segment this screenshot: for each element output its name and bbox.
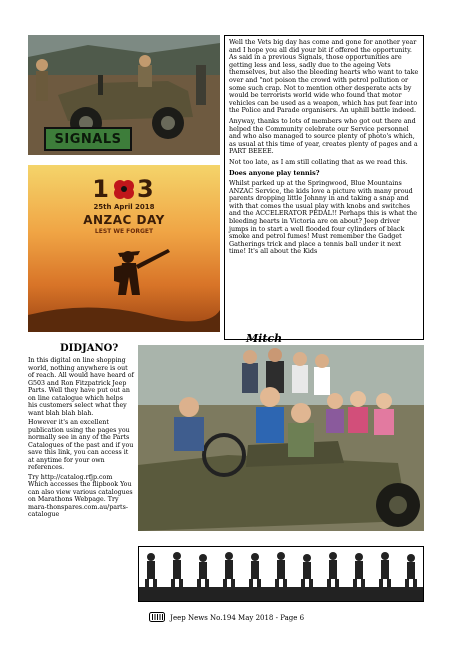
anzac-title: ANZAC DAY <box>83 213 165 227</box>
article-subheading: Does anyone play tennis? <box>229 168 320 177</box>
didjano-paragraph: However it's an excellent publication using the pages you normally see in any of the Parts Catalogues of the past and if you save this link, you can access it at anytime for your own references. <box>28 419 134 471</box>
didjano-heading: DIDJANO? <box>60 343 119 354</box>
kids-in-jeep-photo <box>138 345 424 531</box>
soldiers-marching-illustration <box>139 547 423 601</box>
article-paragraph: Well the Vets big day has come and gone for another year and I hope you all did your bit if offered the opportunity. As said in a previous Signals, those opportunities are getting less and less, sadly due to the ageing Vets themselves, but also the bleeding hearts who want to take over and "not poison the crowd with petrol pollution or some such crap. Not to mention other desperate acts by would be terrorists world wide who found that motor vehicles can be used as a weapon, which has put fear into the Police and Parade organisers. An uphill battle indeed. <box>229 38 419 115</box>
article-paragraph: Whilst parked up at the Springwood, Blue Mountains ANZAC Service, the kids love a picture with many proud parents dropping little Johnny in and taking a snap and with that comes the usual play with knobs and switches and the ACCELERATOR PEDAL!! Perhaps this is what the bleeding hearts in Victoria are on about? Jeep driver jumps in to start a well flooded four cylinders of black smoke and petrol fumes! Must remember the Gadget Gatherings trick and place a tennis ball under it next time! It's all about the Kids <box>229 179 418 256</box>
kids-photo-illustration <box>138 345 424 531</box>
anzac-date: 25th April 2018 <box>93 203 155 211</box>
didjano-article <box>28 357 134 521</box>
signals-article <box>224 35 424 340</box>
soldier-silhouette-illustration <box>28 165 220 332</box>
signals-label: SIGNALS <box>54 131 122 147</box>
didjano-paragraph: In this digital on line shopping world, nothing anywhere is out of reach. All would have heard of G503 and Ron Fitzpatrick Jeep Parts. Well they have put out an on line catalogue which helps his customers select what they want blah blah blah. <box>28 357 134 417</box>
anzac-number-left: 1 <box>92 175 111 203</box>
anzac-number-right: 3 <box>137 175 156 203</box>
anzac-day-poster <box>28 165 220 332</box>
soldier-silhouette-banner <box>138 546 424 602</box>
jeep-grille-icon <box>149 612 165 624</box>
didjano-paragraph: Try http://catalog.rfjp.com Which accesses the flipbook You can also view various catalogues on Marathons Webpage. Try mara-thonspares.com.au/parts-catalogue <box>28 473 133 518</box>
page-footer <box>0 612 453 624</box>
author-signature: Mitch <box>246 332 283 345</box>
article-paragraph: Not too late, as I am still collating that as we read this. <box>229 157 408 166</box>
footer-text: Jeep News No.194 May 2018 - Page 6 <box>170 614 305 622</box>
anzac-tagline: LEST WE FORGET <box>94 228 154 235</box>
article-paragraph: Anyway, thanks to lots of members who got out there and helped the Community celebrate our Service personnel and who also managed to source plenty of photo's which, as usual at this time of year, creates plenty of pages and a PART BEEEE. <box>229 116 418 156</box>
signals-label-box <box>44 127 132 151</box>
